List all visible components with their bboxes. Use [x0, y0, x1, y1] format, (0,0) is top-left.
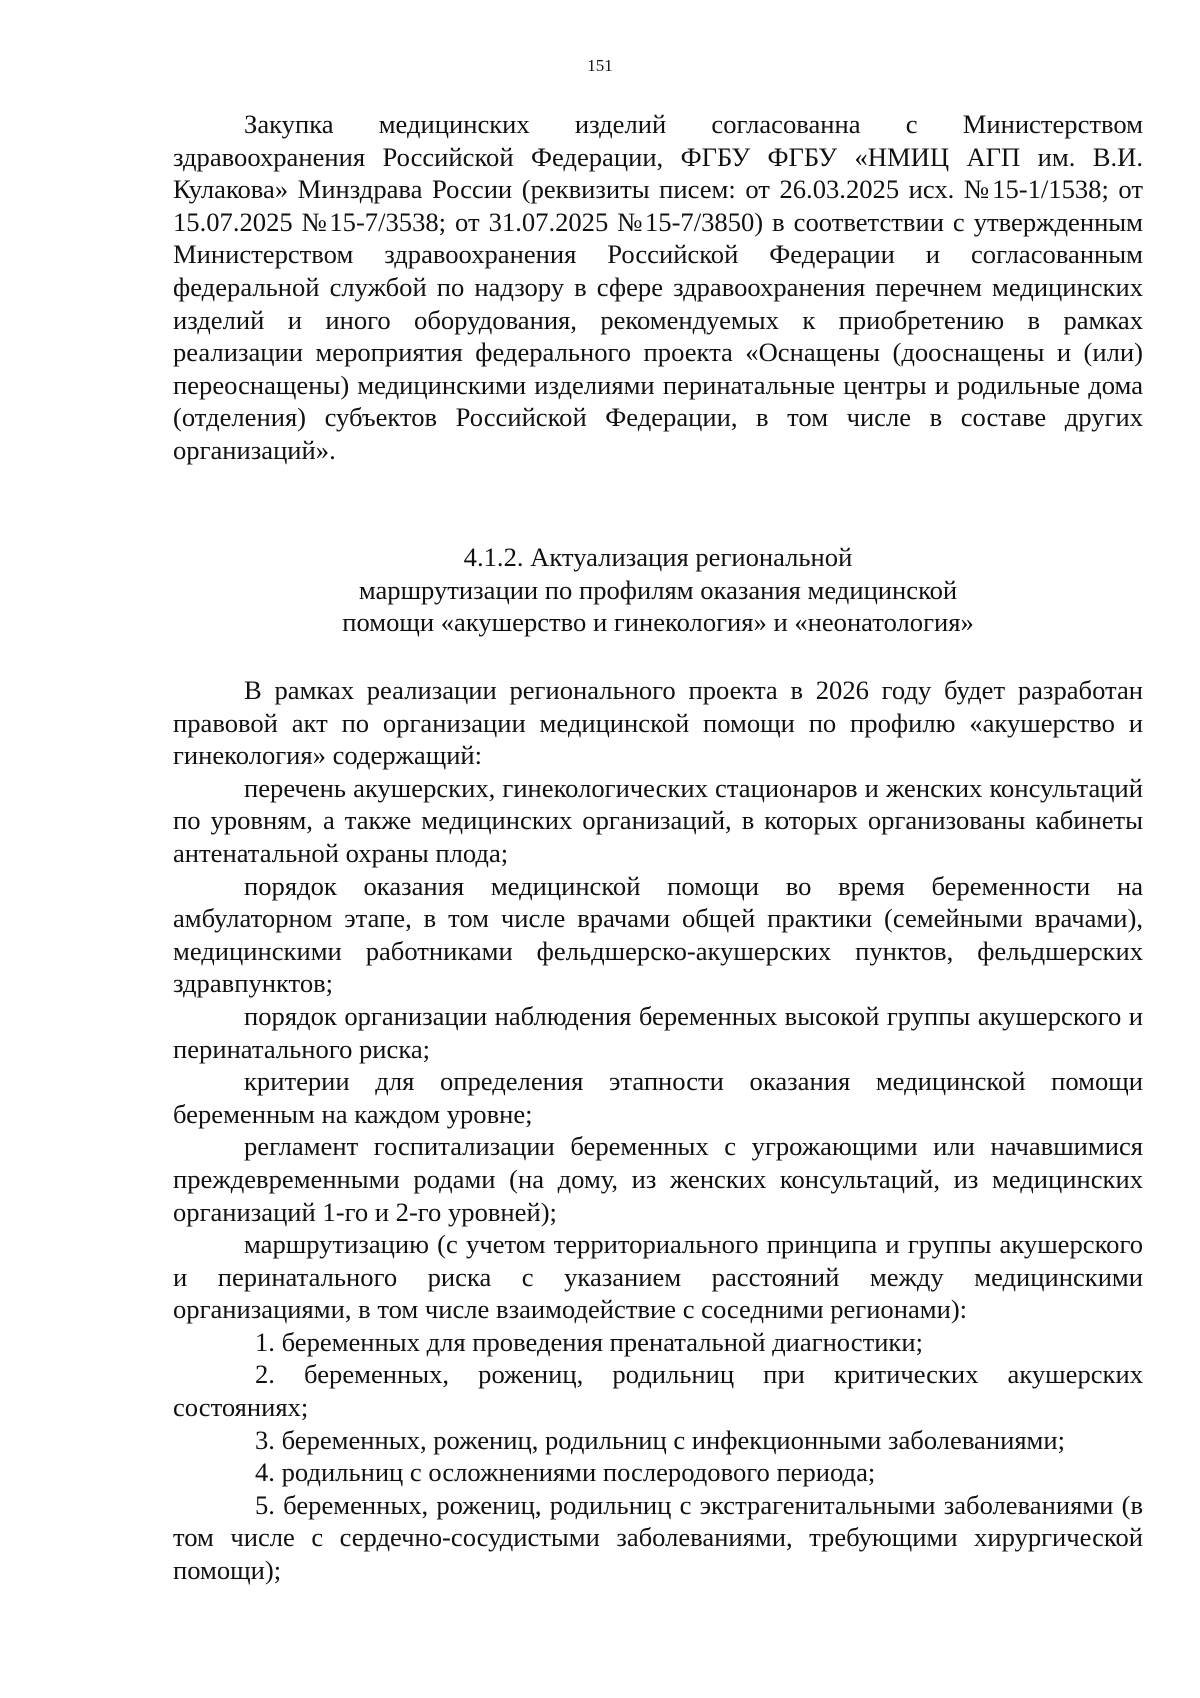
heading-line-3: помощи «акушерство и гинекология» и «неонатология»	[342, 607, 974, 638]
list-item: порядок организации наблюдения беременных высокой группы акушерского и перинатального риска;	[173, 1000, 1143, 1064]
list-item: порядок оказания медицинской помощи во время беременности на амбулаторном этапе, в том числе врачами общей практики (семейными врачами), медицинскими работниками фельдшерско-акушерских пунктов, фельдшерских здравпунктов;	[173, 870, 1143, 999]
sub-list-item: 2. беременных, рожениц, родильниц при критических акушерских состояниях;	[173, 1359, 1143, 1423]
sub-list-item: 4. родильниц с осложнениями послеродового периода;	[255, 1457, 876, 1488]
sub-list-item: 5. беременных, рожениц, родильниц с экстрагенитальными заболеваниями (в том числе с сердечно-сосудистыми заболеваниями, требующими хирургической помощи);	[173, 1489, 1143, 1586]
list-item: критерии для определения этапности оказания медицинской помощи беременным на каждом уровне;	[173, 1066, 1143, 1129]
main-body	[173, 674, 1143, 1587]
page-number: 151	[587, 56, 613, 75]
heading-line-2: маршрутизации по профилям оказания медицинской	[358, 574, 958, 605]
paragraph-intro: В рамках реализации регионального проекта в 2026 году будет разработан правовой акт по организации медицинской помощи по профилю «акушерство и гинекология» содержащий:	[173, 675, 1143, 771]
sub-list-item: 3. беременных, рожениц, родильниц с инфекционными заболеваниями;	[255, 1424, 1066, 1455]
sub-list-item: 1. беременных для проведения пренатальной диагностики;	[255, 1326, 923, 1357]
heading-line-1: 4.1.2. Актуализация региональной	[463, 542, 853, 572]
paragraph-text: Закупка медицинских изделий согласованна с Министерством здравоохранения Российской Федерации, ФГБУ ФГБУ «НМИЦ АГП им. В.И. Кулакова» Минздрава России (реквизиты писем: от 26.03.2025 исх. №15-1/1538; от 15.07.2025 №15-7/3538; от 31.07.2025 №15-7/3850) в соответствии с утвержденным Министерством здравоохранения Российской Федерации и согласованным федеральной службой по надзору в сфере здравоохранения перечнем медицинских изделий и иного оборудования, рекомендуемых к приобретению в рамках реализации мероприятия федерального проекта «Оснащены (дооснащены и (или) переоснащены) медицинскими изделиями перинатальные центры и родильные дома (отделения) субъектов Российской Федерации, в том числе в составе других организаций».	[173, 109, 1143, 465]
list-item: перечень акушерских, гинекологических стационаров и женских консультаций по уровням, а также медицинских организаций, в которых организованы кабинеты антенатальной охраны плода;	[173, 772, 1143, 868]
list-item: маршрутизацию (с учетом территориального принципа и группы акушерского и перинатального риска с указанием расстояний между медицинскими организациями, в том числе взаимодействие с соседними регионами):	[173, 1229, 1143, 1325]
paragraph-procurement	[173, 108, 1143, 467]
section-heading	[173, 541, 1143, 639]
list-item: регламент госпитализации беременных с угрожающими или начавшимися преждевременными родами (на дому, из женских консультаций, из медицинских организаций 1-го и 2-го уровней);	[173, 1131, 1143, 1227]
